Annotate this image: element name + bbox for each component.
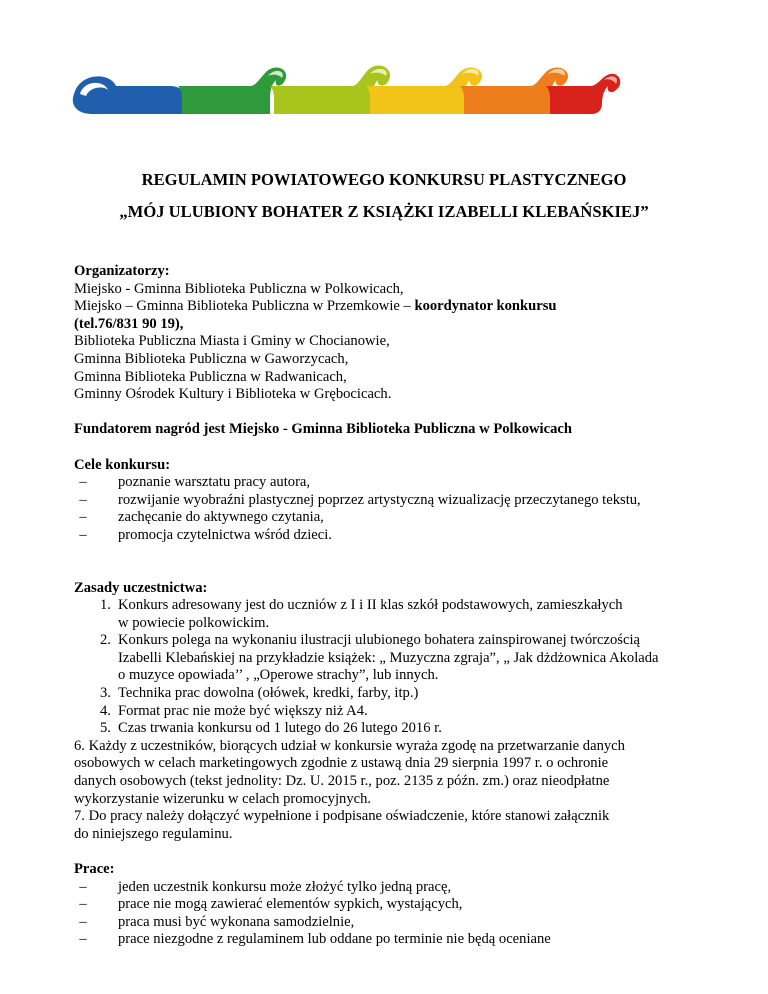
list-number: 4. [100,702,111,719]
organizer-name: Miejsko – Gminna Biblioteka Publiczna w Przemkowie – [74,298,415,315]
document-subtitle: „MÓJ ULUBIONY BOHATER Z KSIĄŻKI IZABELLI KLEBAŃSKIEJ” [119,202,649,221]
goals-heading: Cele konkursu: [74,456,171,473]
coordinator-phone: (tel.76/831 90 19), [74,315,184,332]
coordinator-label: koordynator konkursu [414,298,557,315]
works-list [74,879,696,949]
library-logo-icon [70,64,622,120]
rule-paragraph [74,738,696,844]
list-item [74,703,696,721]
list-item-text: prace nie mogą zawierać elementów sypkich, wystających, [118,896,463,913]
dash-bullet: – [79,509,87,526]
rules-section [74,580,696,844]
list-item [74,896,696,914]
document-title: REGULAMIN POWIATOWEGO KONKURSU PLASTYCZNEGO [141,170,627,189]
list-item-text: Czas trwania konkursu od 1 lutego do 26 lutego 2016 r. [118,720,442,737]
list-item [74,632,696,685]
list-item-text: poznanie warsztatu pracy autora, [118,474,311,491]
list-number: 3. [100,685,111,702]
goals-list [74,474,696,544]
list-item-text: jeden uczestnik konkursu może złożyć tylko jedną pracę, [118,878,452,895]
organizer-line: Biblioteka Publiczna Miasta i Gminy w Chocianowie, [74,333,390,350]
list-item-text: Izabelli Klebańskiej na przykładzie książek: „ Muzyczna zgraja”, „ Jak dżdżownica Akolada [118,649,659,666]
dash-bullet: – [79,474,87,491]
list-item-text: prace niezgodne z regulaminem lub oddane po terminie nie będą oceniane [118,931,551,948]
list-item [74,492,696,510]
list-number: 5. [100,720,111,737]
paragraph-line: wykorzystanie wizerunku w celach promocyjnych. [74,790,372,807]
paragraph-line: danych osobowych (tekst jednolity: Dz. U. 2015 r., poz. 2135 z późn. zm.) oraz nieodpłatne [74,773,610,790]
paragraph-line: 7. Do pracy należy dołączyć wypełnione i podpisane oświadczenie, które stanowi załącznik [74,808,610,825]
organizer-line: Gminna Biblioteka Publiczna w Radwanicach, [74,368,347,385]
list-item [74,879,696,897]
sponsor-statement: Fundatorem nagród jest Miejsko - Gminna Biblioteka Publiczna w Polkowicach [74,421,572,438]
paragraph-line: osobowych w celach marketingowych zgodnie z ustawą dnia 29 sierpnia 1997 r. o ochronie [74,755,609,772]
organizers-heading: Organizatorzy: [74,263,170,279]
list-item [74,527,696,545]
list-item [74,931,696,949]
organizer-line: Miejsko - Gminna Biblioteka Publiczna w Polkowicach, [74,280,404,297]
list-item-text: Konkurs adresowany jest do uczniów z I i II klas szkół podstawowych, zamieszkałych [118,597,623,614]
list-item [74,597,696,632]
organizer-line: Gminna Biblioteka Publiczna w Gaworzycach, [74,350,349,367]
rules-list [74,597,696,738]
list-number: 2. [100,632,111,649]
goals-section [74,457,696,545]
list-item-text: rozwijanie wyobraźni plastycznej poprzez artystyczną wizualizację przeczytanego tekstu, [118,491,641,508]
dash-bullet: – [79,913,87,930]
works-heading: Prace: [74,861,115,877]
document-body [74,263,696,949]
list-item-text: praca musi być wykonana samodzielnie, [118,913,355,930]
list-item-text: Technika prac dowolna (ołówek, kredki, farby, itp.) [118,685,419,702]
list-item [74,914,696,932]
organizers-section [74,263,696,404]
list-item-text: Format prac nie może być większy niż A4. [118,702,368,719]
dash-bullet: – [79,526,87,543]
list-item-text: Konkurs polega na wykonaniu ilustracji ulubionego bohatera zainspirowanej twórczością [118,632,640,649]
dash-bullet: – [79,896,87,913]
organizer-line: Gminny Ośrodek Kultury i Biblioteka w Grębocicach. [74,386,392,403]
list-item-text: promocja czytelnictwa wśród dzieci. [118,526,332,543]
paragraph-line: do niniejszego regulaminu. [74,825,233,842]
list-number: 1. [100,597,111,614]
list-item [74,509,696,527]
works-section [74,861,696,949]
organizer-line [74,298,696,316]
dash-bullet: – [79,878,87,895]
rules-heading: Zasady uczestnictwa: [74,579,208,596]
paragraph-line: 6. Każdy z uczestników, biorących udział w konkursie wyraża zgodę na przetwarzanie danych [74,737,625,754]
list-item [74,685,696,703]
list-item-text: zachęcanie do aktywnego czytania, [118,509,324,526]
list-item [74,474,696,492]
list-item-text: w powiecie polkowickim. [118,614,270,631]
list-item-text: o muzyce opowiada’’ , „Operowe strachy”, lub innych. [118,667,439,684]
dash-bullet: – [79,931,87,948]
dash-bullet: – [79,491,87,508]
list-item [74,720,696,738]
